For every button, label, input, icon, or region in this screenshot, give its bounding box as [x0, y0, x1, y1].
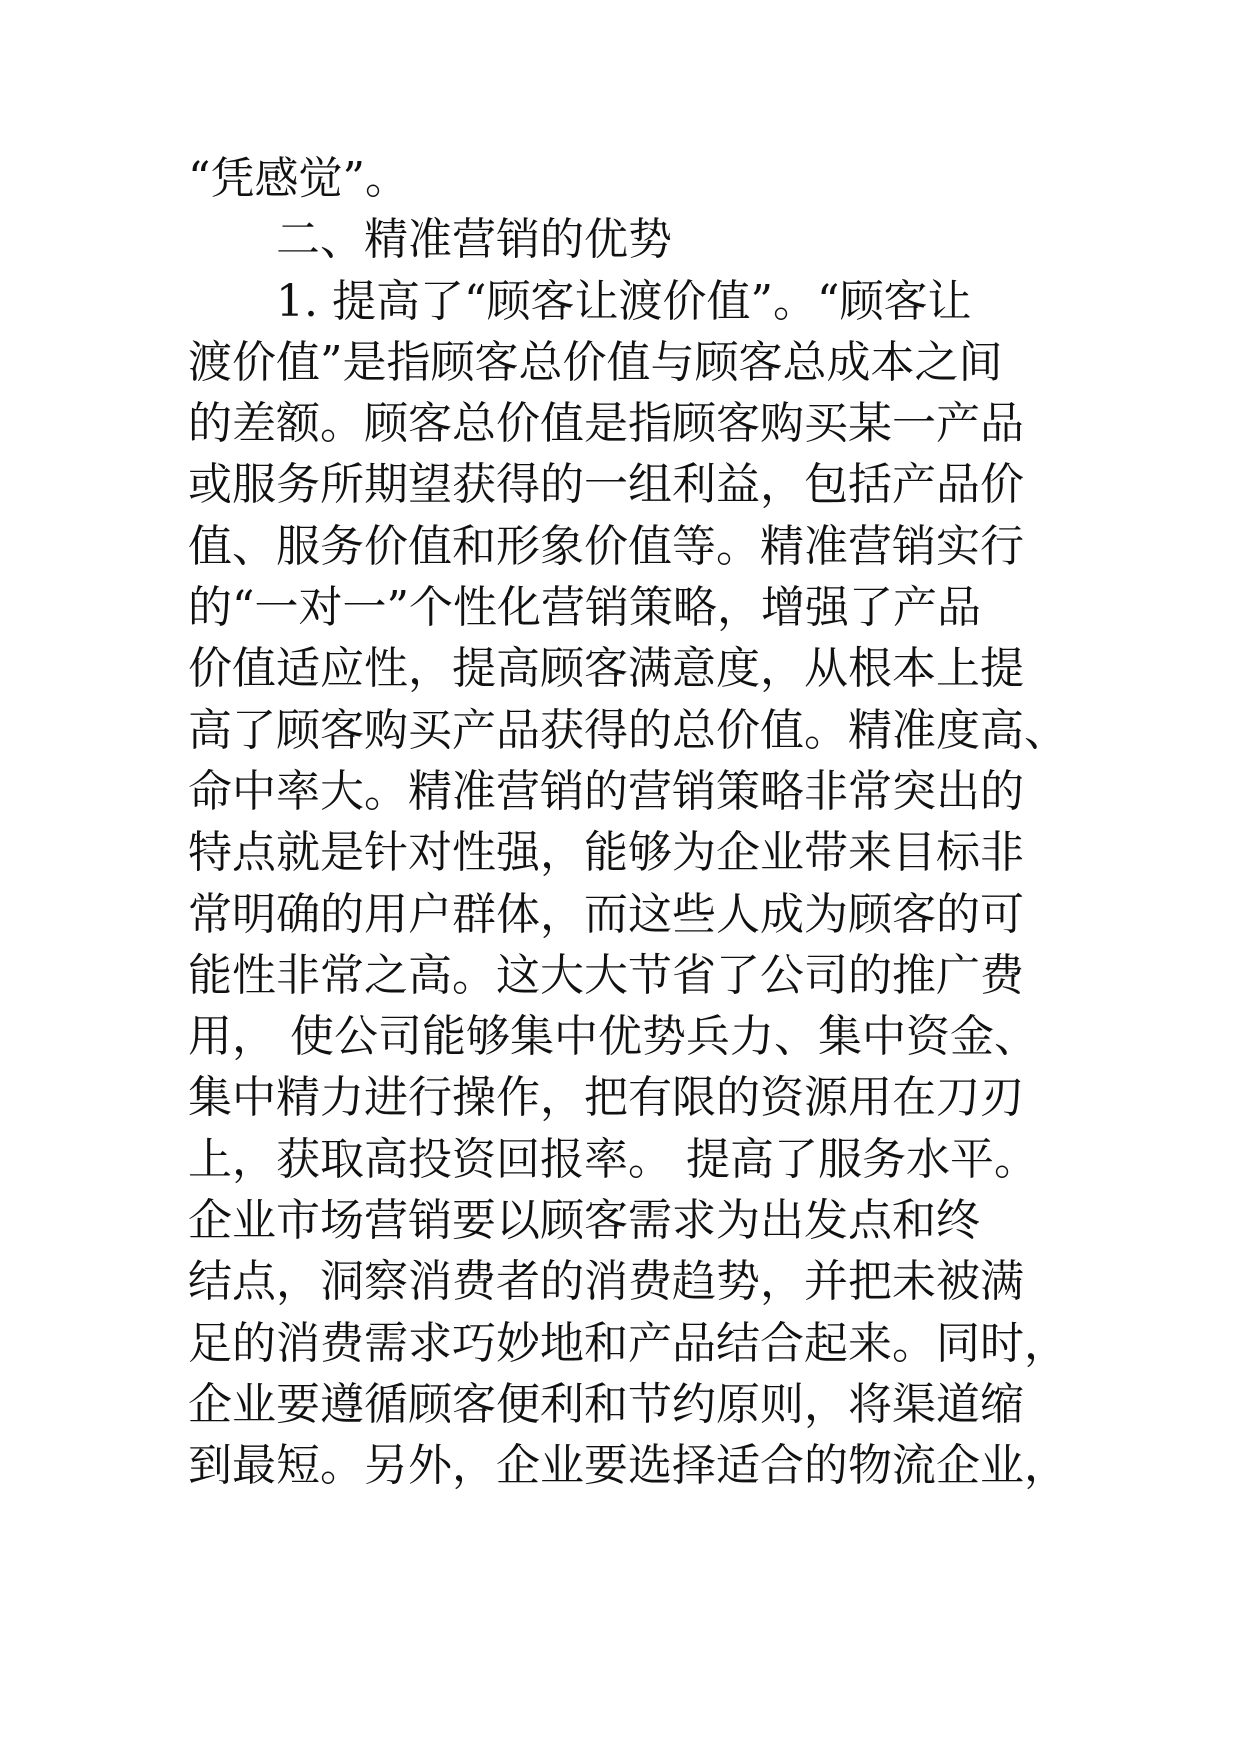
section-heading: 二、精准营销的优势: [276, 214, 672, 266]
text-line: “凭感觉”。: [188, 153, 409, 204]
text-line: 用， 使公司能够集中优势兵力、集中资金、: [188, 1011, 1038, 1063]
text-line: 企业市场营销要以顾客需求为出发点和终: [188, 1195, 980, 1247]
text-line: 命中率大。精准营销的营销策略非常突出的: [188, 765, 1024, 817]
text-line: 集中精力进行操作，把有限的资源用在刀刃: [188, 1072, 1024, 1124]
text-line: 渡价值”是指顾客总价值与顾客总成本之间: [188, 336, 1003, 388]
text-line: 足的消费需求巧妙地和产品结合起来。同时，: [188, 1317, 1068, 1369]
text-line: 的差额。顾客总价值是指顾客购买某一产品: [188, 398, 1024, 450]
body-text: [188, 148, 1108, 1497]
text-line: 到最短。另外，企业要选择适合的物流企业，: [188, 1440, 1068, 1492]
text-line: 或服务所期望获得的一组利益，包括产品价: [188, 459, 1024, 511]
text-line: 常明确的用户群体，而这些人成为顾客的可: [188, 888, 1024, 940]
text-line: 价值适应性，提高顾客满意度，从根本上提: [188, 643, 1024, 695]
text-line: 上，获取高投资回报率。 提高了服务水平。: [188, 1133, 1038, 1185]
text-line: 特点就是针对性强，能够为企业带来目标非: [188, 827, 1024, 879]
text-line: 企业要遵循顾客便利和节约原则，将渠道缩: [188, 1378, 1024, 1430]
text-line: 的“一对一”个性化营销策略，增强了产品: [188, 582, 981, 634]
text-line: 1. 提高了“顾客让渡价值”。“顾客让: [276, 275, 972, 327]
text-line: 能性非常之高。这大大节省了公司的推广费: [188, 949, 1024, 1001]
text-line: 结点，洞察消费者的消费趋势，并把未被满: [188, 1256, 1024, 1308]
text-line: 高了顾客购买产品获得的总价值。精准度高、: [188, 704, 1068, 756]
text-line: 值、服务价值和形象价值等。精准营销实行: [188, 520, 1024, 572]
